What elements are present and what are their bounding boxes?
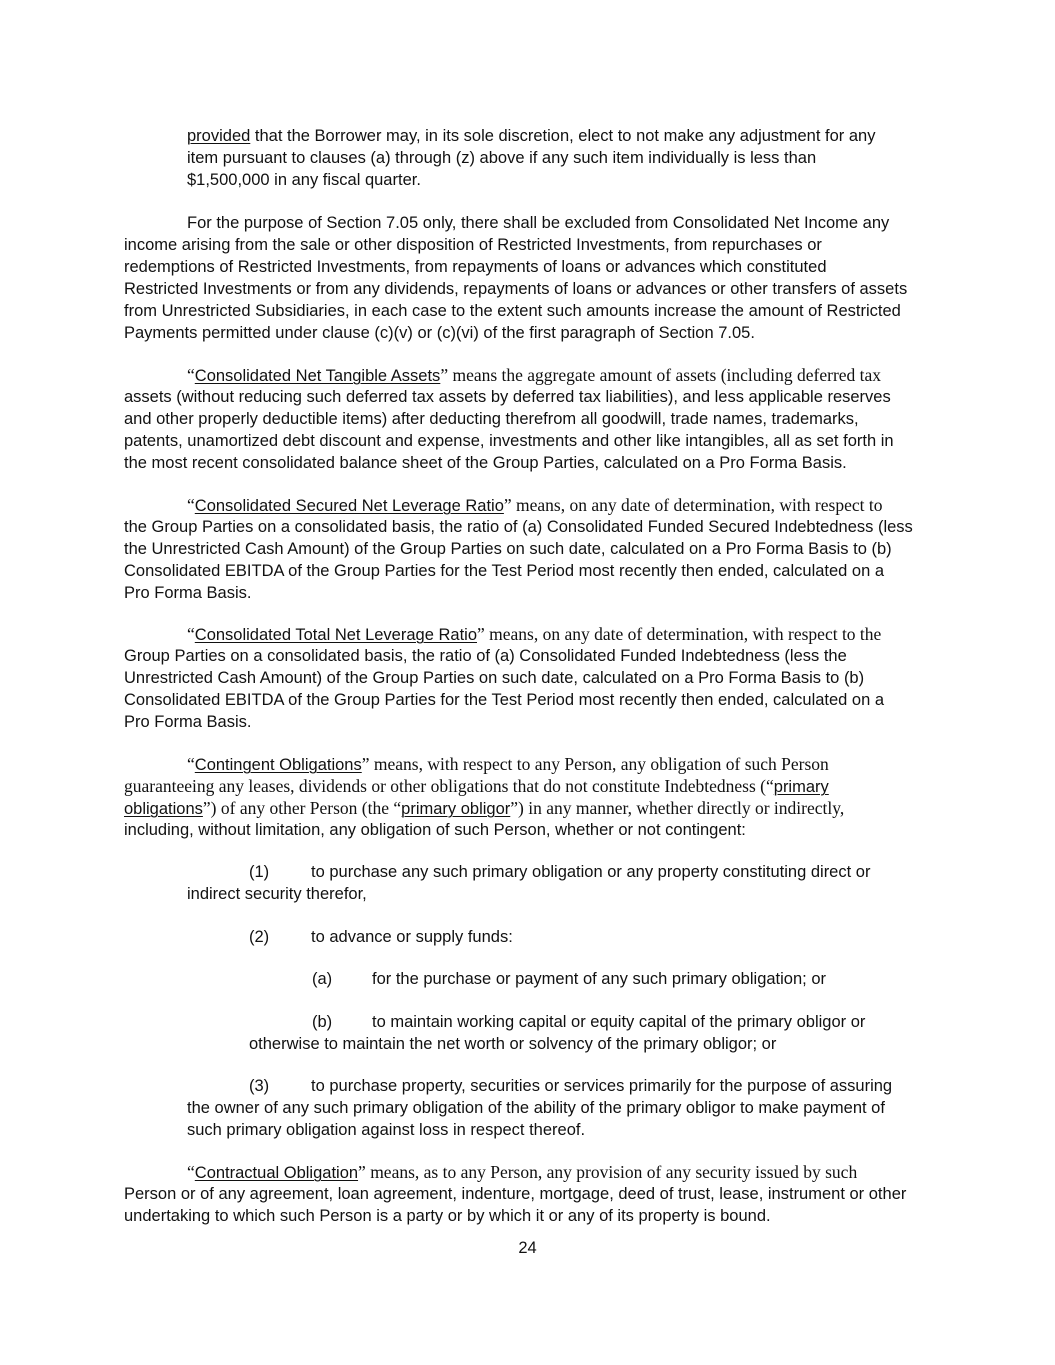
definition-cnta-line-2: assets (without reducing such deferred tax assets by deferred tax liabilities), and less applicable reserves	[124, 388, 891, 406]
provided-term: provided	[187, 127, 251, 145]
defined-term-csnlr: Consolidated Secured Net Leverage Ratio	[194, 497, 504, 515]
section-705-line-2: income arising from the sale or other disposition of Restricted Investments, from repurchases or	[124, 236, 822, 254]
section-705-line-5: from Unrestricted Subsidiaries, in each case to the extent such amounts increase the amount of Restricted	[124, 302, 901, 320]
definition-cnta-line-5: the most recent consolidated balance sheet of the Group Parties, calculated on a Pro Forma Basis.	[124, 454, 847, 472]
definition-cnta-line-4: patents, unamortized debt discount and expense, investments and other like intangibles, all as set forth in	[124, 432, 894, 450]
item-a-line-1: for the purchase or payment of any such primary obligation; or	[372, 970, 826, 988]
defined-term-ctnlr: Consolidated Total Net Leverage Ratio	[194, 626, 477, 644]
item-1-number: (1)	[249, 863, 270, 881]
defined-term-co: Contingent Obligations	[194, 756, 362, 774]
item-3-line-1: to purchase property, securities or services primarily for the purpose of assuring	[311, 1077, 893, 1095]
definition-cnta-line-1: “Consolidated Net Tangible Assets” means the aggregate amount of assets (including deferred tax	[187, 365, 882, 385]
definition-csnlr-line-3: the Unrestricted Cash Amount) of the Group Parties on such date, calculated on a Pro Forma Basis to (b)	[124, 540, 892, 558]
proviso-line-3: $1,500,000 in any fiscal quarter.	[187, 171, 421, 189]
item-1-line-2: indirect security therefor,	[187, 885, 367, 903]
definition-csnlr-line-4: Consolidated EBITDA of the Group Parties for the Test Period most recently then ended, calculated on a	[124, 562, 885, 580]
proviso-line-2: item pursuant to clauses (a) through (z) above if any such item individually is less than	[187, 149, 817, 167]
definition-cnta-line-3: and other properly deductible items) after deducting therefrom all goodwill, trade names, trademarks,	[124, 410, 859, 428]
item-2-line-1: to advance or supply funds:	[311, 928, 513, 946]
section-705-line-3: redemptions of Restricted Investments, from repayments of loans or advances which constituted	[124, 258, 827, 276]
definition-ctnlr-line-2: Group Parties on a consolidated basis, the ratio of (a) Consolidated Funded Indebtedness (less the	[124, 647, 847, 665]
section-705-line-6: Payments permitted under clause (c)(v) or (c)(vi) of the first paragraph of Section 7.05.	[124, 324, 755, 342]
page-number: 24	[518, 1239, 537, 1257]
definition-cto-line-2: Person or of any agreement, loan agreement, indenture, mortgage, deed of trust, lease, instrument or other	[124, 1185, 907, 1203]
definition-co-line-1: “Contingent Obligations” means, with respect to any Person, any obligation of such Person	[187, 754, 829, 774]
item-b-line-2: otherwise to maintain the net worth or solvency of the primary obligor; or	[249, 1035, 777, 1053]
definition-ctnlr-line-1: “Consolidated Total Net Leverage Ratio” means, on any date of determination, with respect to the	[187, 624, 882, 644]
item-2-number: (2)	[249, 928, 270, 946]
item-a-number: (a)	[312, 970, 333, 988]
defined-term-cnta: Consolidated Net Tangible Assets	[194, 367, 441, 385]
definition-csnlr-line-5: Pro Forma Basis.	[124, 584, 252, 602]
defined-term-primary-obligor: primary obligor	[401, 800, 511, 818]
definition-csnlr-line-1: “Consolidated Secured Net Leverage Ratio” means, on any date of determination, with respect to	[187, 495, 883, 515]
section-705-line-1: For the purpose of Section 7.05 only, there shall be excluded from Consolidated Net Income any	[187, 214, 890, 232]
item-3-number: (3)	[249, 1077, 270, 1095]
defined-term-primary: primary	[773, 778, 829, 796]
definition-ctnlr-line-4: Consolidated EBITDA of the Group Parties for the Test Period most recently then ended, calculated on a	[124, 691, 885, 709]
defined-term-primary-obligations: obligations	[124, 800, 203, 818]
definition-ctnlr-line-3: Unrestricted Cash Amount) of the Group Parties on such date, calculated on a Pro Forma Basis to (b)	[124, 669, 865, 687]
definition-ctnlr-line-5: Pro Forma Basis.	[124, 713, 252, 731]
defined-term-cto: Contractual Obligation	[194, 1164, 359, 1182]
section-705-line-4: Restricted Investments or from any dividends, repayments of loans or advances or other transfers of assets	[124, 280, 908, 298]
item-b-number: (b)	[312, 1013, 333, 1031]
item-b-line-1: to maintain working capital or equity capital of the primary obligor or	[372, 1013, 866, 1031]
definition-csnlr-line-2: the Group Parties on a consolidated basis, the ratio of (a) Consolidated Funded Secured Indebtedness (less	[124, 518, 913, 536]
definition-co-line-4: including, without limitation, any obligation of such Person, whether or not contingent:	[124, 821, 746, 839]
definition-cto-line-1: “Contractual Obligation” means, as to any Person, any provision of any security issued by such	[187, 1162, 858, 1182]
item-3-line-2: the owner of any such primary obligation of the ability of the primary obligor to make payment of	[187, 1099, 885, 1117]
definition-co-line-2: guaranteeing any leases, dividends or other obligations that do not constitute Indebtedness (“primary	[124, 776, 829, 796]
definition-co-line-3: obligations”) of any other Person (the “primary obligor”) in any manner, whether directly or indirectly,	[124, 798, 845, 818]
item-1-line-1: to purchase any such primary obligation or any property constituting direct or	[311, 863, 871, 881]
definition-cto-line-3: undertaking to which such Person is a party or by which it or any of its property is bound.	[124, 1207, 771, 1225]
item-3-line-3: such primary obligation against loss in respect thereof.	[187, 1121, 586, 1139]
proviso-line-1: provided that the Borrower may, in its sole discretion, elect to not make any adjustment for any	[187, 127, 876, 145]
